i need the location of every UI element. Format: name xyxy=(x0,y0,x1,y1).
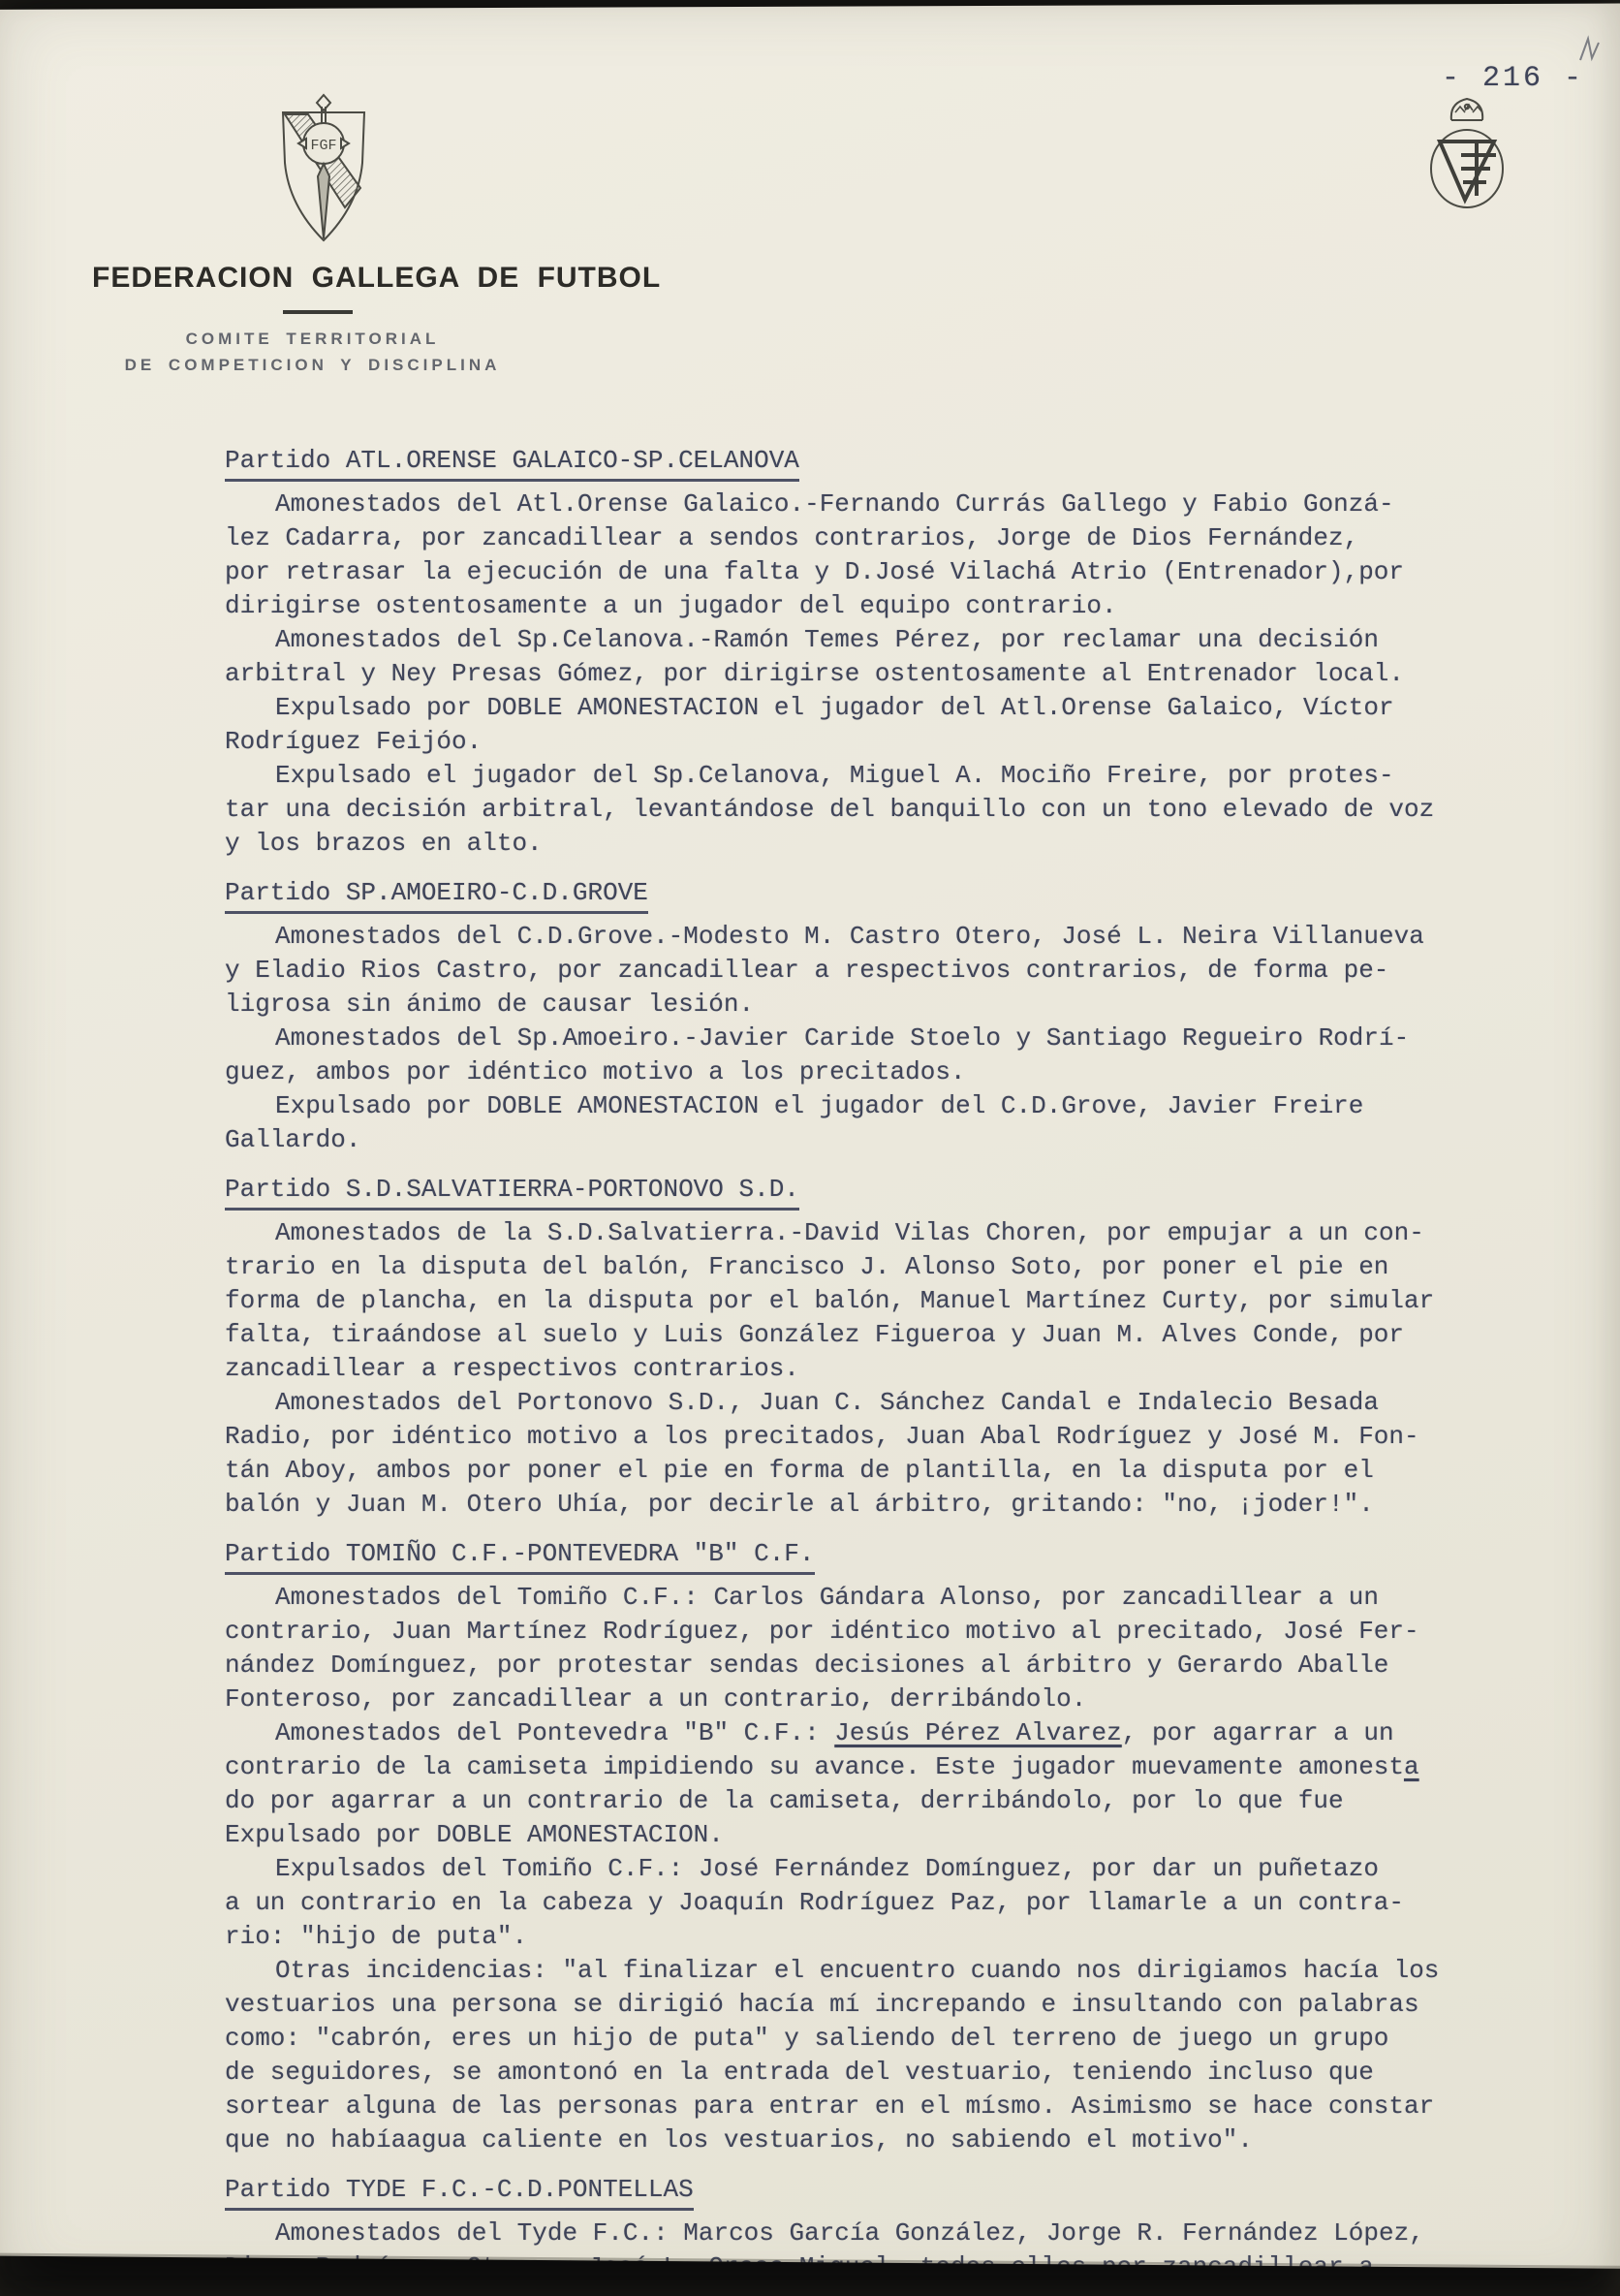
text-segment: , por agarrar a un xyxy=(1121,1718,1394,1747)
federation-shield-icon xyxy=(273,93,374,248)
paragraph xyxy=(225,1386,1499,1522)
text-line: rio: "hijo de puta". xyxy=(225,1922,528,1951)
text-line: de seguidores, se amontonó en la entrada del vestuario, teniendo incluso que xyxy=(225,2058,1374,2087)
pen-mark xyxy=(1577,35,1603,64)
text-line: Amonestados del Portonovo S.D., Juan C. Sánchez Candal e Indalecio Besada xyxy=(275,1388,1379,1417)
scan-edge-top xyxy=(0,0,1620,10)
text-line: falta, tiraándose al suelo y Luis González Figueroa y Juan M. Alves Conde, por xyxy=(225,1320,1404,1349)
committee-line-2: DE COMPETICION Y DISCIPLINA xyxy=(124,356,501,374)
text-line: arbitral y Ney Presas Gómez, por dirigirse ostentosamente al Entrenador local. xyxy=(225,659,1404,688)
text-line: Gallardo. xyxy=(225,1125,361,1154)
paragraph xyxy=(225,1852,1499,1954)
text-line: Expulsado por DOBLE AMONESTACION el jugador del C.D.Grove, Javier Freire xyxy=(275,1091,1364,1120)
text-line: Amonestados del Tyde F.C.: Marcos García González, Jorge R. Fernández López, xyxy=(275,2218,1424,2248)
section-heading xyxy=(225,1173,1499,1211)
paragraph xyxy=(225,623,1499,691)
text-line: balón y Juan M. Otero Uhía, por decirle al árbitro, gritando: "no, ¡joder!". xyxy=(225,1490,1374,1519)
text-line: y Eladio Rios Castro, por zancadillear a respectivos contrarios, de forma pe- xyxy=(225,956,1389,985)
paragraph xyxy=(225,1954,1499,2157)
text-line: trario en la disputa del balón, Francisco J. Alonso Soto, por poner el pie en xyxy=(225,1252,1389,1281)
paragraph xyxy=(225,691,1499,759)
text-line: vestuarios una persona se dirigió hacía mí increpando e insultando con palabras xyxy=(225,1990,1419,2019)
text-line: guez, ambos por idéntico motivo a los precitados. xyxy=(225,1057,966,1086)
text-line: Amonestados del Sp.Celanova.-Ramón Temes Pérez, por reclamar una decisión xyxy=(275,625,1379,654)
text-line: zancadillear a respectivos contrarios. xyxy=(225,1354,799,1383)
section-heading-text: Partido SP.AMOEIRO-C.D.GROVE xyxy=(225,876,648,914)
text-line: tar una decisión arbitral, levantándose del banquillo con un tono elevado de voz xyxy=(225,795,1435,824)
committee-line-1: COMITE TERRITORIAL xyxy=(185,330,440,348)
organization-name: FEDERACION GALLEGA DE FUTBOL xyxy=(92,262,662,294)
text-line xyxy=(225,1716,1499,1750)
header-rule xyxy=(283,310,353,314)
paragraph xyxy=(225,1022,1499,1089)
document-body xyxy=(225,428,1499,2284)
text-line: Amonestados del Atl.Orense Galaico.-Fernando Currás Gallego y Fabio Gonzá- xyxy=(275,489,1394,519)
paragraph xyxy=(225,920,1499,1022)
text-line: Rodríguez Feijóo. xyxy=(225,727,483,756)
text-line: tán Aboy, ambos por poner el pie en forma de plantilla, en la disputa por el xyxy=(225,1456,1374,1485)
section-heading-text: Partido S.D.SALVATIERRA-PORTONOVO S.D. xyxy=(225,1173,799,1211)
section-heading xyxy=(225,444,1499,482)
text-line xyxy=(225,1750,1499,1784)
text-line: lez Cadarra, por zancadillear a sendos contrarios, Jorge de Dios Fernández, xyxy=(225,523,1359,552)
text-line: Expulsados del Tomiño C.F.: José Fernández Domínguez, por dar un puñetazo xyxy=(275,1854,1379,1883)
text-line: como: "cabrón, eres un hijo de puta" y saliendo del terreno de juego un grupo xyxy=(225,2024,1389,2053)
text-line: y los brazos en alto. xyxy=(225,829,543,858)
text-line: Amonestados de la S.D.Salvatierra.-David Vilas Choren, por empujar a un con- xyxy=(275,1218,1424,1247)
text-line: Expulsado por DOBLE AMONESTACION el jugador del Atl.Orense Galaico, Víctor xyxy=(275,693,1394,722)
text-line: Amonestados del Sp.Amoeiro.-Javier Caride Stoelo y Santiago Regueiro Rodrí- xyxy=(275,1023,1410,1053)
section-heading-text: Partido TOMIÑO C.F.-PONTEVEDRA "B" C.F. xyxy=(225,1537,815,1575)
text-line: Fonteroso, por zancadillear a un contrario, derribándolo. xyxy=(225,1684,1087,1714)
section-heading-text: Partido ATL.ORENSE GALAICO-SP.CELANOVA xyxy=(225,444,799,482)
page-number: - 216 - xyxy=(1442,62,1585,95)
text-line: que no habíaagua caliente en los vestuarios, no sabiendo el motivo". xyxy=(225,2125,1253,2154)
text-segment: Amonestados del Pontevedra "B" C.F.: xyxy=(275,1718,835,1747)
section-heading-text: Partido TYDE F.C.-C.D.PONTELLAS xyxy=(225,2173,694,2211)
text-line: dirigirse ostentosamente a un jugador del equipo contrario. xyxy=(225,591,1117,620)
section-heading xyxy=(225,1537,1499,1575)
text-line: sortear alguna de las personas para entrar en el mísmo. Asimismo se hace constar xyxy=(225,2092,1435,2121)
text-line: forma de plancha, en la disputa por el balón, Manuel Martínez Curty, por simular xyxy=(225,1286,1435,1315)
paragraph xyxy=(225,1581,1499,1716)
text-line: contrario, Juan Martínez Rodríguez, por idéntico motivo al precitado, José Fer- xyxy=(225,1617,1419,1646)
section-heading xyxy=(225,876,1499,914)
text-line: a un contrario en la cabeza y Joaquín Rodríguez Paz, por llamarle a un contra- xyxy=(225,1888,1404,1917)
section-heading xyxy=(225,2173,1499,2211)
paragraph xyxy=(225,488,1499,623)
paragraph xyxy=(225,1089,1499,1157)
text-line: Otras incidencias: "al finalizar el encuentro cuando nos dirigiamos hacía los xyxy=(275,1956,1440,1985)
paragraph xyxy=(225,1216,1499,1386)
shield-monogram: FGF xyxy=(310,138,337,154)
text-segment: contrario de la camiseta impidiendo su avance. Este jugador muevamente amonest xyxy=(225,1752,1404,1781)
paragraph xyxy=(225,759,1499,861)
text-line: Amonestados del Tomiño C.F.: Carlos Gándara Alonso, por zancadillear a un xyxy=(275,1583,1379,1612)
text-line: nández Domínguez, por protestar sendas decisiones al árbitro y Gerardo Aballe xyxy=(225,1651,1389,1680)
text-line: Amonestados del C.D.Grove.-Modesto M. Castro Otero, José L. Neira Villanueva xyxy=(275,922,1424,951)
underlined-text: a xyxy=(1404,1752,1419,1781)
paragraph xyxy=(225,1716,1499,1852)
federation-crest-icon xyxy=(1417,91,1517,225)
text-line: do por agarrar a un contrario de la camiseta, derribándolo, por lo que fue xyxy=(225,1786,1344,1815)
text-line: por retrasar la ejecución de una falta y D.José Vilachá Atrio (Entrenador),por xyxy=(225,557,1404,586)
text-line: ligrosa sin ánimo de causar lesión. xyxy=(225,990,755,1019)
text-line: Expulsado por DOBLE AMONESTACION. xyxy=(225,1820,724,1849)
text-line: Expulsado el jugador del Sp.Celanova, Miguel A. Mociño Freire, por protes- xyxy=(275,761,1394,790)
committee-title xyxy=(58,326,567,378)
text-line: Radio, por idéntico motivo a los precitados, Juan Abal Rodríguez y José M. Fon- xyxy=(225,1422,1419,1451)
underlined-text: Jesús Pérez Alvarez xyxy=(834,1718,1122,1747)
